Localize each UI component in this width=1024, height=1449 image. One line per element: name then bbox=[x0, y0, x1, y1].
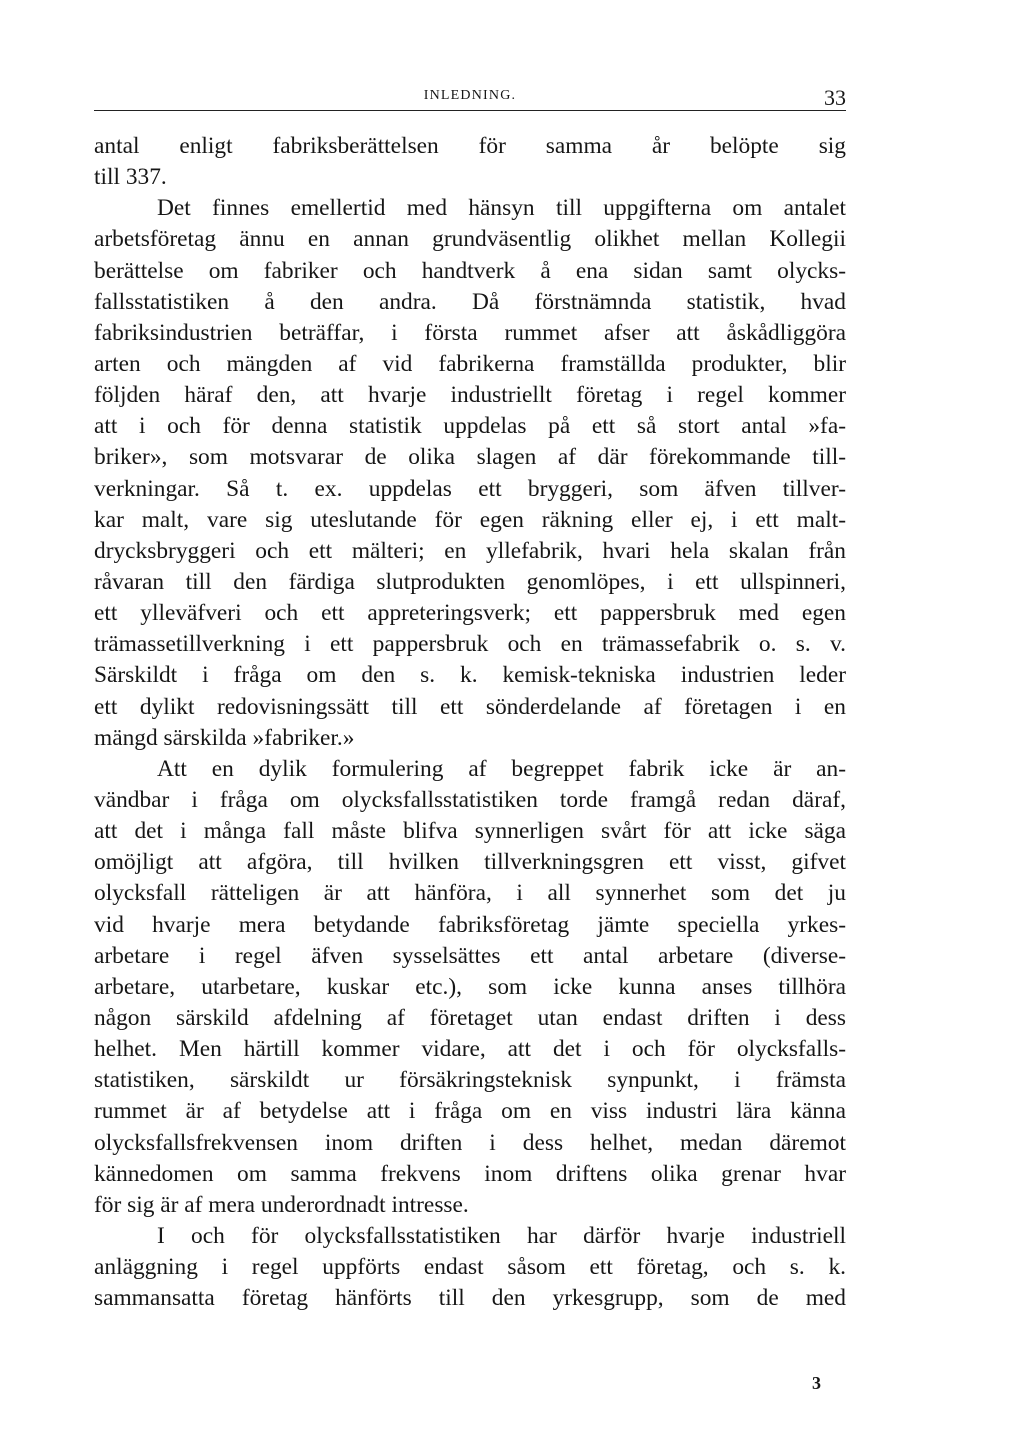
text-line: statistiken, särskildt ur försäkringsteknisk synpunkt, i främsta bbox=[94, 1067, 846, 1094]
sheet-signature: 3 bbox=[812, 1373, 821, 1393]
text-line: berättelse om fabriker och handtverk å ena sidan samt olycks- bbox=[94, 257, 846, 284]
text-line: anläggning i regel uppförts endast såsom ett företag, och s. k. bbox=[94, 1254, 846, 1281]
text-line: råvaran till den färdiga slutprodukten genomlöpes, i ett ullspinneri, bbox=[94, 568, 846, 595]
text-line: arbetare i regel äfven sysselsättes ett antal arbetare (diverse- bbox=[94, 942, 846, 969]
text-line: sammansatta företag hänförts till den yrkesgrupp, som de med bbox=[94, 1285, 846, 1312]
page-number: 33 bbox=[824, 85, 846, 110]
text-line: Det finnes emellertid med hänsyn till uppgifterna om antalet bbox=[157, 195, 846, 222]
text-line: att det i många fall måste blifva synnerligen svårt för att icke säga bbox=[94, 818, 846, 845]
text-line: Särskildt i fråga om den s. k. kemisk-tekniska industrien leder bbox=[94, 662, 846, 689]
text-line: att i och för denna statistik uppdelas på ett så stort antal »fa- bbox=[94, 413, 846, 440]
text-line: kar malt, vare sig uteslutande för egen räkning eller ej, i ett malt- bbox=[94, 506, 846, 533]
text-line: trämassetillverkning i ett pappersbruk och en trämassefabrik o. s. v. bbox=[94, 631, 846, 658]
text-line: arten och mängden af vid fabrikerna framställda produkter, blir bbox=[94, 350, 846, 377]
text-line: följden häraf den, att hvarje industriellt företag i regel kommer bbox=[94, 382, 846, 409]
text-line: ett ylleväfveri och ett appreteringsverk; ett pappersbruk med egen bbox=[94, 600, 846, 627]
text-line: olycksfall rätteligen är att hänföra, i all synnerhet som det ju bbox=[94, 880, 846, 907]
text-line: verkningar. Så t. ex. uppdelas ett bryggeri, som äfven tillver- bbox=[94, 475, 846, 502]
text-line: någon särskild afdelning af företaget utan endast driften i dess bbox=[94, 1004, 846, 1031]
running-title: INLEDNING. bbox=[423, 88, 517, 103]
body-text bbox=[94, 131, 846, 1314]
text-line: mängd särskilda »fabriker.» bbox=[94, 724, 355, 751]
text-line: till 337. bbox=[94, 164, 167, 191]
text-line: för sig är af mera underordnadt intresse. bbox=[94, 1191, 469, 1218]
text-line: fabriksindustrien beträffar, i första rummet afser att åskådliggöra bbox=[94, 319, 846, 346]
text-line: vändbar i fråga om olycksfallsstatistiken torde framgå redan däraf, bbox=[94, 786, 846, 813]
text-line: arbetare, utarbetare, kuskar etc.), som icke kunna anses tillhöra bbox=[94, 973, 846, 1000]
text-line: kännedomen om samma frekvens inom driftens olika grenar hvar bbox=[94, 1160, 846, 1187]
text-line: rummet är af betydelse att i fråga om en viss industri lära känna bbox=[94, 1098, 846, 1125]
text-line: drycksbryggeri och ett mälteri; en yllefabrik, hvari hela skalan från bbox=[94, 537, 846, 564]
text-line: I och för olycksfallsstatistiken har därför hvarje industriell bbox=[157, 1222, 846, 1249]
text-line: antal enligt fabriksberättelsen för samma år belöpte sig bbox=[94, 133, 846, 159]
text-line: vid hvarje mera betydande fabriksföretag jämte speciella yrkes- bbox=[94, 911, 846, 938]
text-line: helhet. Men härtill kommer vidare, att det i och för olycksfalls- bbox=[94, 1036, 846, 1063]
running-header bbox=[94, 86, 846, 111]
text-line: fallsstatistiken å den andra. Då förstnämnda statistik, hvad bbox=[94, 288, 846, 315]
text-line: olycksfallsfrekvensen inom driften i dess helhet, medan däremot bbox=[94, 1129, 846, 1156]
text-line: briker», som motsvarar de olika slagen af där förekommande till- bbox=[94, 444, 846, 471]
text-line: ett dylikt redovisningssätt till ett sönderdelande af företagen i en bbox=[94, 693, 846, 720]
text-line: arbetsföretag ännu en annan grundväsentlig olikhet mellan Kollegii bbox=[94, 226, 846, 253]
text-line: Att en dylik formulering af begreppet fabrik icke är an- bbox=[157, 755, 846, 782]
text-line: omöjligt att afgöra, till hvilken tillverkningsgren ett visst, gifvet bbox=[94, 849, 846, 876]
